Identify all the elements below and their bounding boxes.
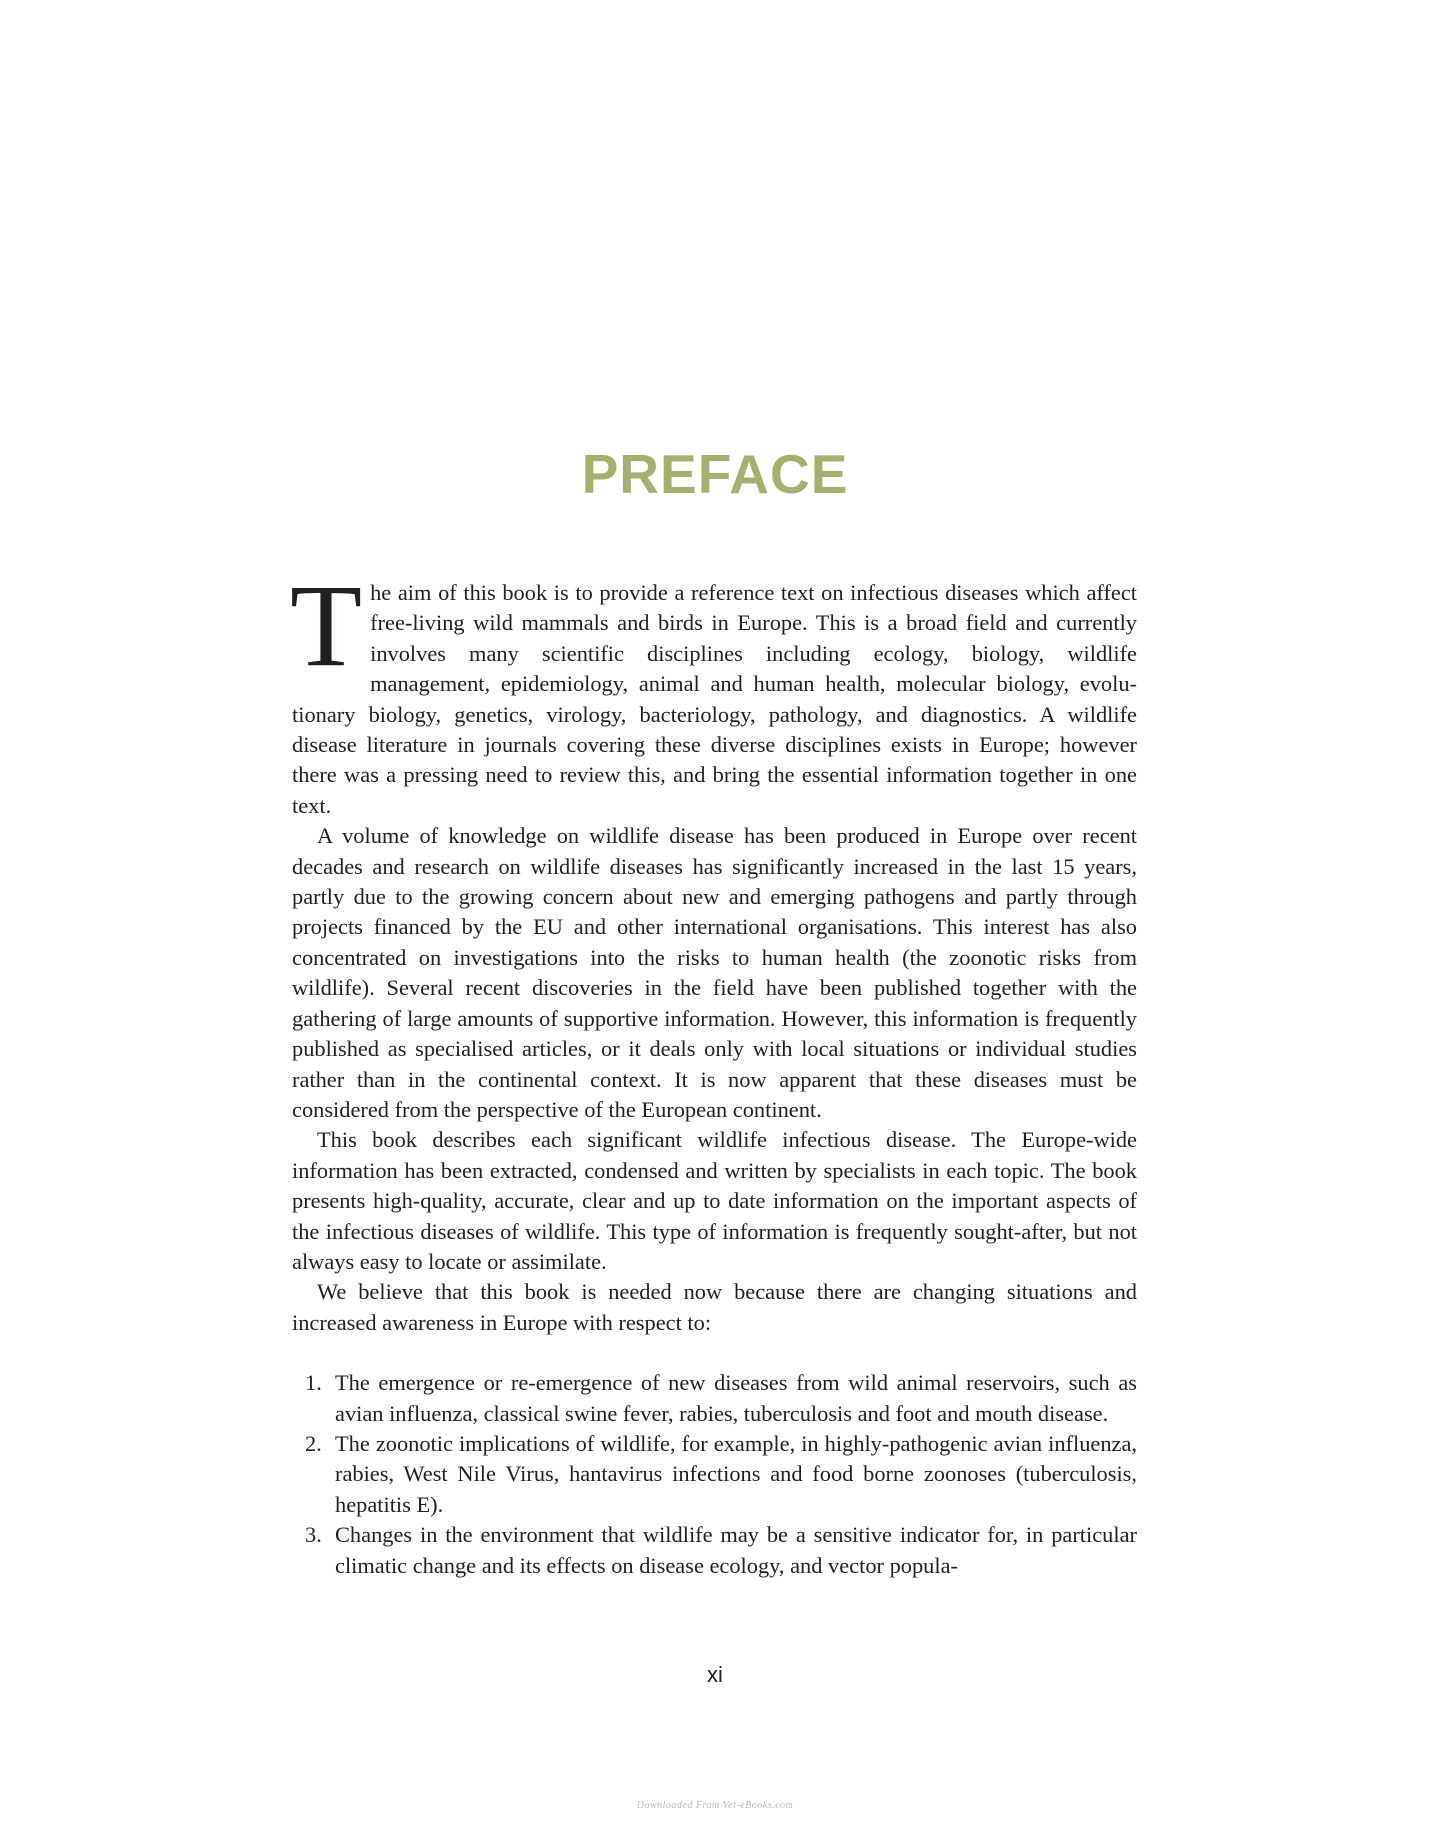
list-item-text: The emergence or re-emergence of new diseases from wild animal reservoirs, such as avian influenza, classical swine fever, rabies, tuberculosis and foot and mouth disease. [335, 1370, 1137, 1426]
download-watermark: Downloaded From Vet-eBooks.com [636, 1800, 794, 1811]
list-item-text: Changes in the environment that wildlife may be a sensitive indicator for, in particular climatic change and its effects on disease ecology, and vector popula- [335, 1522, 1137, 1578]
list-item [292, 1429, 1137, 1520]
paragraph-1 [290, 560, 1137, 821]
paragraph-3: This book describes each significant wildlife infectious disease. The Europe-wide information has been extracted, condensed and written by specialists in each topic. The book presents high-quality, accurate, clear and up to date information on the important aspects of the infectious diseases of wildlife. This type of information is frequently sought-after, but not always easy to locate or assimilate. [292, 1127, 1137, 1274]
list-item [292, 1368, 1137, 1429]
numbered-list [292, 1368, 1137, 1581]
list-item-number: 3. [305, 1522, 322, 1548]
paragraph-4: We believe that this book is needed now because there are changing situations and increased awareness in Europe with respect to: [292, 1279, 1137, 1335]
preface-body [290, 560, 1137, 1581]
drop-cap: T [290, 560, 363, 691]
paragraph-1-text: he aim of this book is to provide a reference text on infectious diseases which affect free-living wild mammals and birds in Europe. This is a broad field and currently involves many scientific disciplines including ecology, biology, wildlife management, epidemiology, animal and human health, molecular biology, evolutionary biology, genetics, virology, bacteriology, pathology, and diagnostics. A wildlife disease literature in journals covering these diverse disciplines exists in Europe; however there was a pressing need to review this, and bring the essential information together in one text. [292, 580, 1137, 818]
page-number: xi [707, 1662, 723, 1687]
paragraph-2: A volume of knowledge on wildlife disease has been produced in Europe over recent decades and research on wildlife diseases has significantly increased in the last 15 years, partly due to the growing concern about new and emerging pathogens and partly through projects financed by the EU and other international organisations. This interest has also concentrated on investigations into the risks to human health (the zoonotic risks from wildlife). Several recent discoveries in the field have been published together with the gathering of large amounts of supportive information. However, this information is frequently published as specialised articles, or it deals only with local situations or individual studies rather than in the continental context. It is now apparent that these diseases must be considered from the perspective of the European continent. [292, 823, 1137, 1122]
list-item-number: 1. [305, 1370, 322, 1396]
list-item-text: The zoonotic implications of wildlife, for example, in highly-pathogenic avian influenza, rabies, West Nile Virus, hantavirus infections and food borne zoonoses (tuberculosis, hepatitis E). [335, 1430, 1137, 1517]
list-item-number: 2. [305, 1430, 322, 1456]
list-item [292, 1520, 1137, 1581]
page-title: PREFACE [581, 442, 849, 505]
